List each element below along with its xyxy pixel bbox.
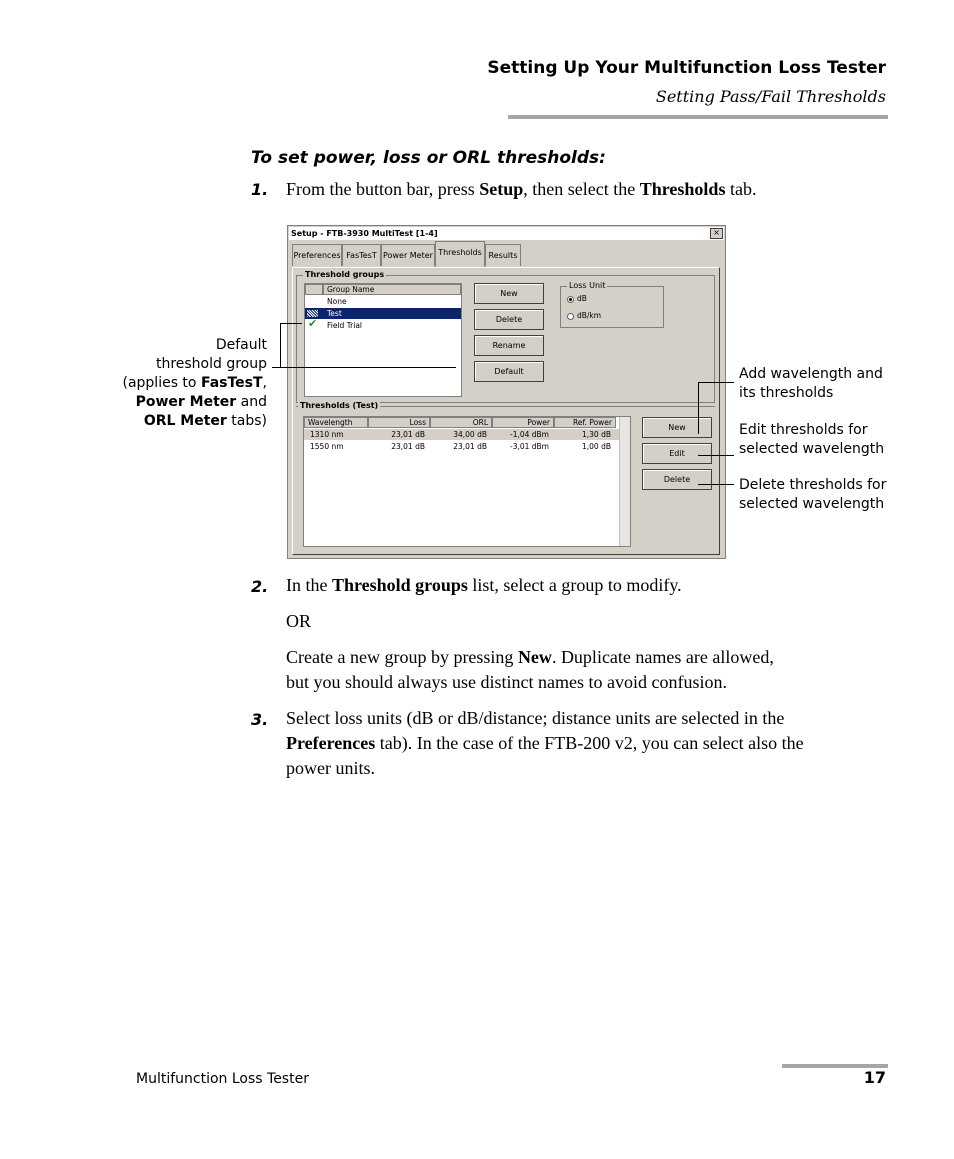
callout-default-group: Default threshold group (applies to FasTesT, Power Meter and ORL Meter tabs) (122, 337, 267, 429)
new-threshold-button[interactable]: New (642, 417, 712, 438)
close-icon[interactable]: × (710, 228, 723, 239)
step-2-text: In the Threshold groups list, select a group to modify. (286, 575, 682, 595)
table-row[interactable]: 1310 nm 23,01 dB 34,00 dB -1,04 dBm 1,30 dB (304, 429, 630, 440)
delete-threshold-button[interactable]: Delete (642, 469, 712, 490)
dialog-title: Setup - FTB-3930 MultiTest [1-4] (289, 227, 724, 240)
step-1-text: From the button bar, press Setup, then select the Thresholds tab. (286, 179, 757, 199)
setup-dialog (287, 225, 726, 559)
delete-group-button[interactable]: Delete (474, 309, 544, 330)
page-number: 17 (863, 1068, 886, 1087)
callout-edit-thresholds: Edit thresholds for selected wavelength (739, 422, 885, 457)
callout-line (698, 382, 699, 434)
column-header-ref-power[interactable]: Ref. Power (554, 417, 616, 428)
step-2-alt-text: Create a new group by pressing New. Duplicate names are allowed, but you should always use distinct names to avoid confusion. (286, 647, 774, 692)
callout-line (280, 323, 281, 368)
column-header-wavelength[interactable]: Wavelength (304, 417, 368, 428)
radio-db[interactable] (567, 296, 574, 303)
step-number: 3. (251, 710, 269, 729)
radio-db-km[interactable] (567, 313, 574, 320)
threshold-table[interactable] (303, 416, 631, 547)
procedure-title: To set power, loss or ORL thresholds: (251, 148, 606, 168)
header-rule (508, 115, 888, 119)
group-list-header-corner (305, 284, 323, 295)
edit-threshold-button[interactable]: Edit (642, 443, 712, 464)
table-scrollbar[interactable] (619, 417, 630, 546)
loss-unit-box (560, 281, 664, 328)
tab-thresholds[interactable]: Thresholds (435, 241, 485, 267)
rename-group-button[interactable]: Rename (474, 335, 544, 356)
group-list[interactable]: Group Name None Test ✔ Field Trial (304, 283, 462, 397)
callout-add-wavelength: Add wavelength and its thresholds (739, 366, 883, 401)
list-item-selected[interactable]: Test (305, 308, 461, 319)
callout-line (272, 367, 456, 368)
list-item[interactable]: None (327, 297, 347, 306)
column-header-orl[interactable]: ORL (430, 417, 492, 428)
table-row[interactable]: 1550 nm 23,01 dB 23,01 dB -3,01 dBm 1,00 dB (310, 442, 611, 451)
thresholds-label: Thresholds (Test) (300, 401, 379, 410)
step-2-or: OR (286, 611, 312, 631)
step-3-text: Select loss units (dB or dB/distance; distance units are selected in the Preferences tab). In the case of the FTB-200 v2, you can select also the power units. (286, 708, 804, 778)
new-group-button[interactable]: New (474, 283, 544, 304)
default-marker-icon (307, 310, 318, 317)
loss-unit-label: Loss Unit (569, 281, 606, 290)
column-header-loss[interactable]: Loss (368, 417, 430, 428)
thresholds-panel (292, 267, 720, 555)
check-icon: ✔ (308, 317, 318, 330)
radio-db-km-label: dB/km (577, 311, 602, 320)
callout-line (698, 484, 734, 485)
threshold-groups-label: Threshold groups (305, 270, 385, 279)
callout-line (698, 455, 734, 456)
thresholds-box (296, 401, 715, 554)
group-list-header[interactable]: Group Name (323, 284, 461, 295)
column-header-power[interactable]: Power (492, 417, 554, 428)
running-header-subtitle: Setting Pass/Fail Thresholds (655, 87, 886, 106)
callout-line (280, 323, 302, 324)
tab-preferences[interactable]: Preferences (292, 244, 342, 266)
tab-power-meter[interactable]: Power Meter (381, 244, 435, 266)
callout-line (698, 382, 734, 383)
tab-fastest[interactable]: FasTesT (342, 244, 381, 266)
tab-results[interactable]: Results (485, 244, 521, 266)
default-group-button[interactable]: Default (474, 361, 544, 382)
step-number: 1. (251, 180, 269, 199)
radio-db-label: dB (577, 294, 587, 303)
callout-delete-thresholds: Delete thresholds for selected wavelength (739, 477, 887, 512)
step-number: 2. (251, 577, 269, 596)
threshold-groups-box (296, 270, 715, 403)
footer-title: Multifunction Loss Tester (136, 1071, 309, 1087)
running-header-title: Setting Up Your Multifunction Loss Tester (487, 58, 886, 78)
